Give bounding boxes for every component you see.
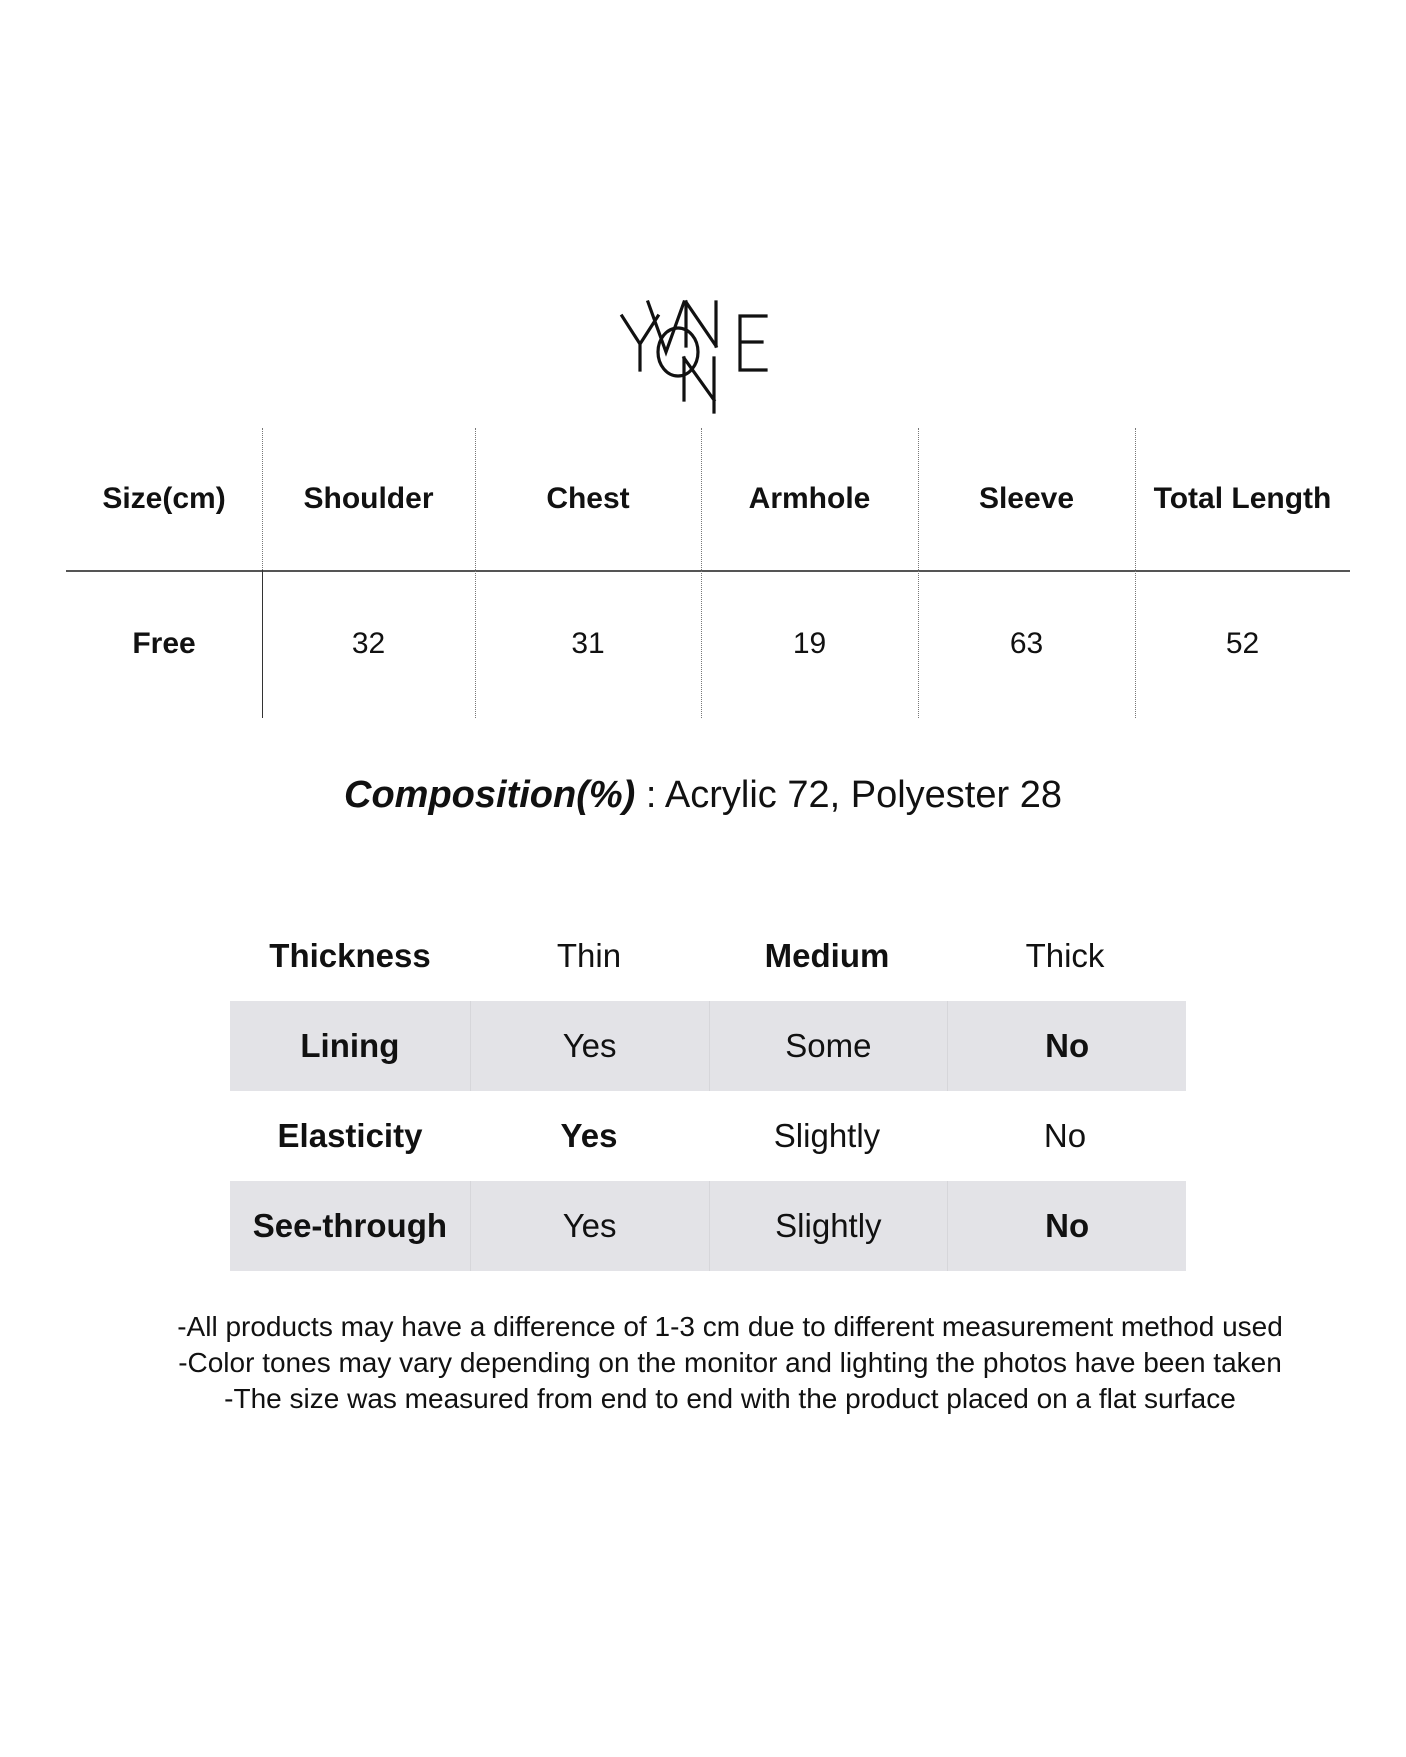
composition-separator: : [635,774,665,816]
size-header-cell: Size(cm) [102,482,226,515]
composition-label: Composition(%) [344,774,636,816]
size-value-cell: 19 [792,627,827,660]
fabric-row-label: Elasticity [277,1117,423,1154]
fabric-option: Yes [470,1181,709,1271]
size-table-row [66,570,1350,718]
size-table-header [66,428,1350,570]
fabric-row-elasticity [230,1091,1186,1181]
size-row-label: Free [132,627,196,660]
fabric-option-selected: Yes [560,1117,618,1154]
column-divider [1135,428,1136,718]
fabric-row-label: Lining [230,1001,470,1091]
fabric-row-thickness [230,911,1186,1001]
fabric-option-selected: No [947,1001,1186,1091]
note-line: -All products may have a difference of 1-3 cm due to different measurement method used [177,1311,1283,1342]
fabric-option: Thin [556,937,622,974]
fabric-option-selected: Medium [764,937,890,974]
fabric-option: Thick [1025,937,1105,974]
column-divider [701,428,702,718]
brand-monogram-logo-icon [618,296,794,414]
fabric-properties-table [230,911,1186,1271]
fabric-row-see-through [230,1181,1186,1271]
composition-line [0,774,1406,817]
size-value-cell: 31 [571,627,605,660]
fabric-option-selected: No [947,1181,1186,1271]
header-divider [66,570,1350,572]
brand-logo [618,296,794,414]
size-table [66,428,1350,718]
disclaimer-notes [0,1309,1406,1417]
composition-value: Acrylic 72, Polyester 28 [664,774,1062,816]
fabric-option: Slightly [773,1117,881,1154]
note-line: -Color tones may vary depending on the monitor and lighting the photos have been taken [178,1347,1282,1378]
fabric-option: Slightly [709,1181,948,1271]
size-header-cell: Chest [546,482,630,515]
column-divider [475,428,476,718]
size-value-cell: 63 [1009,627,1044,660]
column-divider [262,428,263,718]
size-header-cell: Sleeve [978,482,1075,515]
fabric-row-label: See-through [230,1181,470,1271]
size-header-cell: Armhole [748,482,871,515]
note-line: -The size was measured from end to end with the product placed on a flat surface [224,1383,1236,1414]
fabric-row-lining [230,1001,1186,1091]
fabric-row-label: Thickness [269,937,431,974]
fabric-option: No [1043,1117,1087,1154]
size-value-cell: 52 [1225,627,1260,660]
size-value-cell: 32 [351,627,386,660]
fabric-option: Some [709,1001,948,1091]
fabric-option: Yes [470,1001,709,1091]
size-header-cell: Total Length [1153,482,1332,515]
size-header-cell: Shoulder [303,482,434,515]
column-divider [918,428,919,718]
